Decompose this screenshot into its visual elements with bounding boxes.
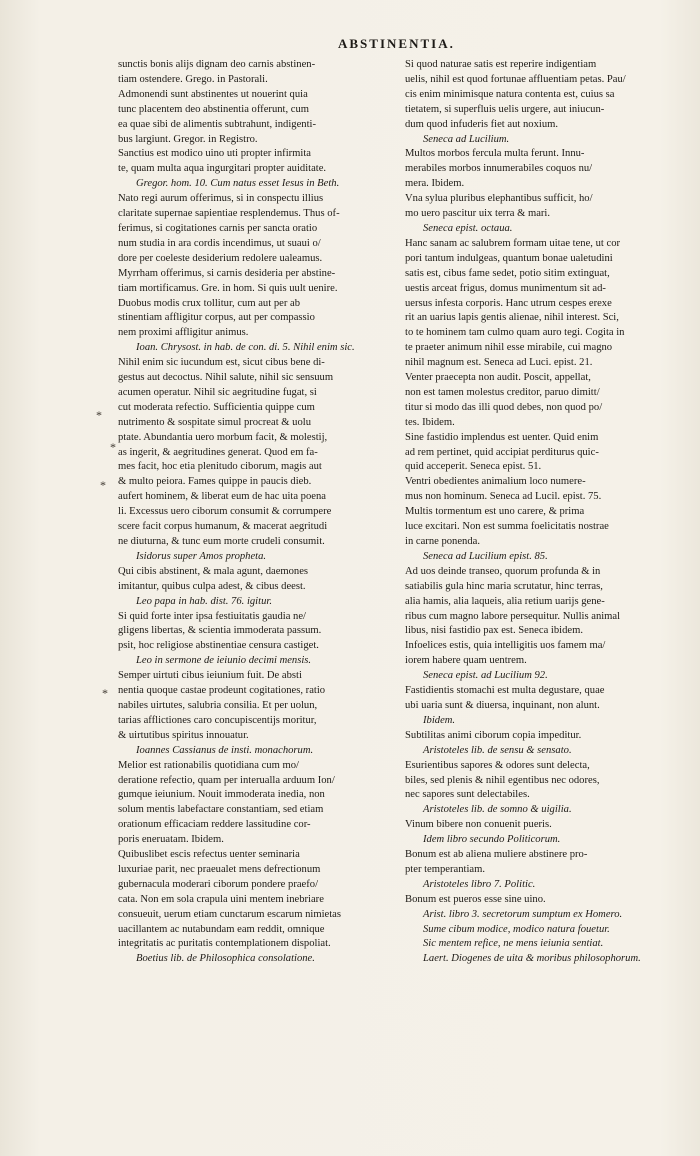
right-text-line: luce excitari. Non est summa foelicitatis nostrae [405, 521, 609, 533]
left-source-citation: Gregor. hom. 10. Cum natus esset Iesus in Beth. [136, 178, 340, 190]
right-text-line: Vinum bibere non conuenit pueris. [405, 819, 552, 831]
right-text-line: merabiles morbos innumerabiles coquos nu/ [405, 163, 593, 175]
right-text-line: alia hamis, alia laqueis, alia retium uarijs gene- [405, 595, 605, 607]
left-text-line: luxuriae parit, nec praeualet mens defrectionum [118, 863, 321, 875]
right-source-citation: Seneca epist. ad Lucilium 92. [423, 670, 548, 682]
right-source-citation: Aristoteles libro 7. Politic. [423, 878, 536, 890]
right-text-line: pori tantum indulgeas, quantum bonae ualetudini [405, 252, 613, 264]
margin-mark-4: * [102, 686, 108, 700]
left-text-line: gestus aut decoctus. Nihil salute, nihil sic sensuum [118, 372, 334, 384]
left-text-line: consueuit, uerum etiam cunctarum escarum nimietas [118, 908, 341, 920]
left-text-line: nutrimento & sospitate simul procreat & uolu [118, 416, 312, 428]
right-text-line: Vna sylua pluribus elephantibus sufficit, ho/ [405, 193, 593, 205]
left-text-line: ptate. Abundantia uero morbum facit, & molestij, [118, 431, 328, 443]
right-source-citation: Aristoteles lib. de sensu & sensato. [423, 744, 572, 756]
left-text-line: stinentiam affligitur corpus, aut per compassio [118, 312, 315, 324]
right-text-line: uestis arceat frigus, domus munimentum sit ad- [405, 282, 606, 294]
right-text-line: mera. Ibidem. [405, 178, 465, 190]
left-source-citation: Boetius lib. de Philosophica consolatione. [136, 953, 315, 965]
left-text-line: nentia quoque castae prodeunt cogitationes, ratio [118, 685, 326, 697]
right-text-line: Bonum est pueros esse sine uino. [405, 893, 546, 905]
left-text-line: scere facit corpus humanum, & macerat aegritudi [118, 521, 328, 533]
margin-mark-1: * [96, 408, 102, 422]
left-text-line: nabiles uirtutes, salubria consilia. Et per uolun, [118, 699, 318, 711]
left-text-line: mes facit, hoc etia plenitudo ciborum, magis aut [118, 461, 322, 473]
right-text-line: iorem habere quam uentrem. [405, 655, 527, 667]
right-text-line: ubi uaria sunt & diuersa, inquinant, non alunt. [405, 699, 600, 711]
right-text-line: Venter praecepta non audit. Poscit, appellat, [405, 372, 591, 384]
left-text-line: ea quae sibi de alimentis subtrahunt, indigenti- [118, 118, 316, 130]
right-text-line: Si quod naturae satis est reperire indigentiam [405, 59, 597, 70]
right-text-line: Hanc sanam ac salubrem formam uitae tene, ut cor [405, 237, 621, 249]
right-source-citation: Seneca epist. octaua. [423, 222, 513, 234]
left-text-line: dore per coeleste desiderium redolere ualeamus. [118, 252, 323, 264]
left-text-line: bus largiunt. Gregor. in Registro. [118, 133, 258, 145]
left-text-line: Qui cibis abstinent, & mala agunt, daemones [118, 565, 309, 577]
left-text-line: li. Excessus uero ciborum consumit & corrumpere [118, 506, 332, 518]
left-text-line: Duobus modis crux tollitur, cum aut per ab [118, 297, 300, 309]
left-text-line: tarias afflictiones caro concupiscentijs moritur, [118, 714, 317, 726]
left-text-line: num studia in ara cordis incendimus, ut suaui o/ [118, 237, 321, 249]
left-text-line: poris eneruatam. Ibidem. [118, 834, 224, 846]
left-text-line: nem proximi affligitur animus. [118, 327, 249, 339]
right-text-line: mus non hominum. Seneca ad Lucil. epist. 75. [405, 491, 602, 503]
right-source-citation: Seneca ad Lucilium. [423, 133, 510, 145]
right-source-citation: Idem libro secundo Politicorum. [423, 834, 561, 846]
right-source-citation: Ibidem. [423, 714, 456, 726]
left-source-citation: Isidorus super Amos propheta. [136, 550, 267, 562]
left-text-line: claritate supernae sapientiae resplendemus. Thus of- [118, 208, 340, 220]
right-text-line: ribus cum magno labore persequitur. Nullis animal [405, 610, 621, 622]
right-text-line: nihil magnum est. Seneca ad Luci. epist. 21. [405, 357, 593, 369]
right-text-line: pter temperantiam. [405, 863, 486, 875]
right-text-line: rit an uarius lapis gentis alienae, nihil interest. Sci, [405, 312, 619, 324]
right-text-line: Infoelices estis, quia intelligitis uos famem ma/ [405, 640, 606, 652]
right-text-line: nec sapores sunt delectabiles. [405, 789, 530, 801]
left-text-line: psit, hoc religiose abstinentiae censura castiget. [118, 640, 319, 652]
right-text-line: titur si modo das illi quod debes, non quod po/ [405, 401, 603, 413]
left-text-line: Nato regi aurum offerimus, si in conspectu illius [118, 193, 324, 205]
right-source-citation: Arist. libro 3. secretorum sumptum ex Homero. [423, 908, 623, 920]
left-text-line: Nihil enim sic iucundum est, sicut cibus bene di- [118, 357, 325, 369]
left-text-line: ne diuturna, & tunc eum morte crudeli consumit. [118, 536, 325, 547]
left-text-line: ferimus, si cogitationes carnis per sancta oratio [118, 222, 318, 234]
left-text-line: tunc placentem deo abstinentia offerunt, cum [118, 103, 310, 115]
left-source-citation: Leo in sermone de ieiunio decimi mensis. [136, 655, 312, 667]
left-text-line: imitantur, quibus culpa adest, & cibus deest. [118, 580, 306, 592]
left-text-line: uacillantem ac nutabundam eam reddit, omnique [118, 923, 325, 935]
right-text-line: libus, nisi fastidio pax est. Seneca ibidem. [405, 625, 584, 637]
right-text-line: Ad uos deinde transeo, quorum profunda & in [405, 565, 601, 577]
left-column [118, 58, 396, 967]
left-source-citation: Ioan. Chrysost. in hab. de con. di. 5. Nihil enim sic. [136, 342, 355, 354]
left-text-line: gubernacula moderari ciborum pondere praefo/ [118, 878, 319, 890]
left-text-line: tiam mortificamus. Gre. in hom. Si quis uult uenire. [118, 282, 338, 294]
right-text-line: biles, sed plenis & nihil egentibus nec odores, [405, 774, 600, 786]
right-text-line: tietatem, si superfluis uelis urgere, aut iniucun- [405, 103, 605, 115]
right-text-line: Multis tormentum est uno carere, & prima [405, 506, 585, 518]
left-text-line: as ingerit, & aegritudines generat. Quod em fa- [118, 446, 318, 458]
margin-mark-3: * [100, 478, 106, 492]
left-text-line: aufert hominem, & liberat eum de hac uita poena [118, 491, 326, 503]
right-text-line: ad rem pertinet, quid accipiat perditurus quic- [405, 446, 599, 458]
left-text-line: Si quid forte inter ipsa festiuitatis gaudia ne/ [118, 610, 306, 622]
left-text-line: tiam ostendere. Grego. in Pastorali. [118, 73, 268, 85]
left-text-line: te, quam multa aqua ingurgitari propter auiditate. [118, 163, 327, 175]
left-text-line: Sanctius est modico uino uti propter infirmita [118, 148, 312, 160]
right-source-citation: Sume cibum modice, modico natura fouetur. [423, 923, 610, 935]
left-text-line: cut moderata refectio. Sufficientia quippe cum [118, 401, 315, 413]
right-text-line: in carne ponenda. [405, 536, 481, 547]
right-text-line: to te hominem tam culmo quam auro tegi. Cogita in [405, 327, 625, 339]
left-text-line: Myrrham offerimus, si carnis desideria per abstine- [118, 267, 336, 279]
right-source-citation: Sic mentem refice, ne mens ieiunia sentiat. [423, 938, 604, 950]
left-text-line: integritatis ac puritatis contemplationem dispoliat. [118, 938, 331, 950]
right-text-line: tes. Ibidem. [405, 416, 455, 428]
left-text-line: orationum efficaciam reddere lassitudine cor- [118, 819, 311, 831]
right-source-citation: Seneca ad Lucilium epist. 85. [423, 550, 548, 562]
left-text-line: & multo peiora. Fames quippe in paucis dieb. [118, 476, 312, 488]
right-text-line: Subtilitas animi ciborum copia impeditur. [405, 729, 582, 741]
left-text-line: Melior est rationabilis quotidiana cum mo/ [118, 759, 299, 771]
left-text-line: Admonendi sunt abstinentes ut nouerint quia [118, 88, 308, 100]
left-text-line: & uirtutibus spiritus innouatur. [118, 729, 249, 741]
right-text-line: Ventri obedientes animalium loco numere- [405, 476, 586, 488]
right-text-line: quid acceperit. Seneca epist. 51. [405, 461, 542, 473]
left-source-citation: Leo papa in hab. dist. 76. igitur. [136, 595, 272, 607]
right-text-line: cis enim minimisque natura contenta est, cuius sa [405, 88, 615, 100]
right-text-line: Sine fastidio implendus est uenter. Quid enim [405, 431, 599, 443]
running-head: ABSTINENTIA. [338, 36, 455, 51]
right-text-line: satis est, cibus fame sedet, potio sitim extinguat, [405, 267, 610, 279]
left-text-line: cata. Non em sola crapula uini mentem inebriare [118, 893, 324, 905]
left-text-line: Quibuslibet escis refectus uenter seminaria [118, 849, 300, 861]
left-text-line: gligens libertas, & scientia immoderata passum. [118, 625, 322, 637]
left-text-line: gumque ieiunium. Nouit immoderata inedia, non [118, 789, 325, 801]
right-text-line: satiabilis gula hinc maria scrutatur, hinc terras, [405, 580, 603, 592]
right-text-line: uersus infesta corporis. Hanc utrum cespes erexe [405, 297, 612, 309]
right-text-line: te praeter animum nihil esse mirabile, cui magno [405, 342, 613, 354]
right-text-line: non est tamen molestus creditor, paruo dimitt/ [405, 386, 600, 398]
right-source-citation: Aristoteles lib. de somno & uigilia. [423, 804, 572, 816]
right-text-line: Multos morbos fercula multa ferunt. Innu- [405, 148, 585, 160]
right-text-line: mo uero pascitur uix terra & mari. [405, 208, 551, 220]
left-text-line: solum mentis labefactare constantiam, sed etiam [118, 804, 324, 816]
right-text-line: uelis, nihil est quod fortunae affluentiam petas. Pau/ [405, 73, 626, 85]
right-source-citation: Laert. Diogenes de uita & moribus philosophorum. [423, 953, 641, 965]
right-column [405, 58, 675, 967]
left-text-line: Semper uirtuti cibus ieiunium fuit. De absti [118, 670, 302, 682]
margin-mark-2: * [110, 440, 116, 454]
left-text-line: deratione refectio, quam per interualla arduum Ion/ [118, 774, 335, 786]
right-text-line: Fastidientis stomachi est multa degustare, quae [405, 685, 605, 697]
left-source-citation: Ioannes Cassianus de insti. monachorum. [136, 744, 314, 756]
right-text-line: Bonum est ab aliena muliere abstinere pro- [405, 849, 588, 861]
right-text-line: Esurientibus sapores & odores sunt delecta, [405, 759, 590, 771]
left-text-line: sunctis bonis alijs dignam deo carnis abstinen- [118, 59, 316, 70]
left-text-line: acumen operatur. Nihil sic aegritudine fugat, si [118, 386, 317, 398]
right-text-line: dum quod infuderis fiet aut noxium. [405, 118, 558, 130]
